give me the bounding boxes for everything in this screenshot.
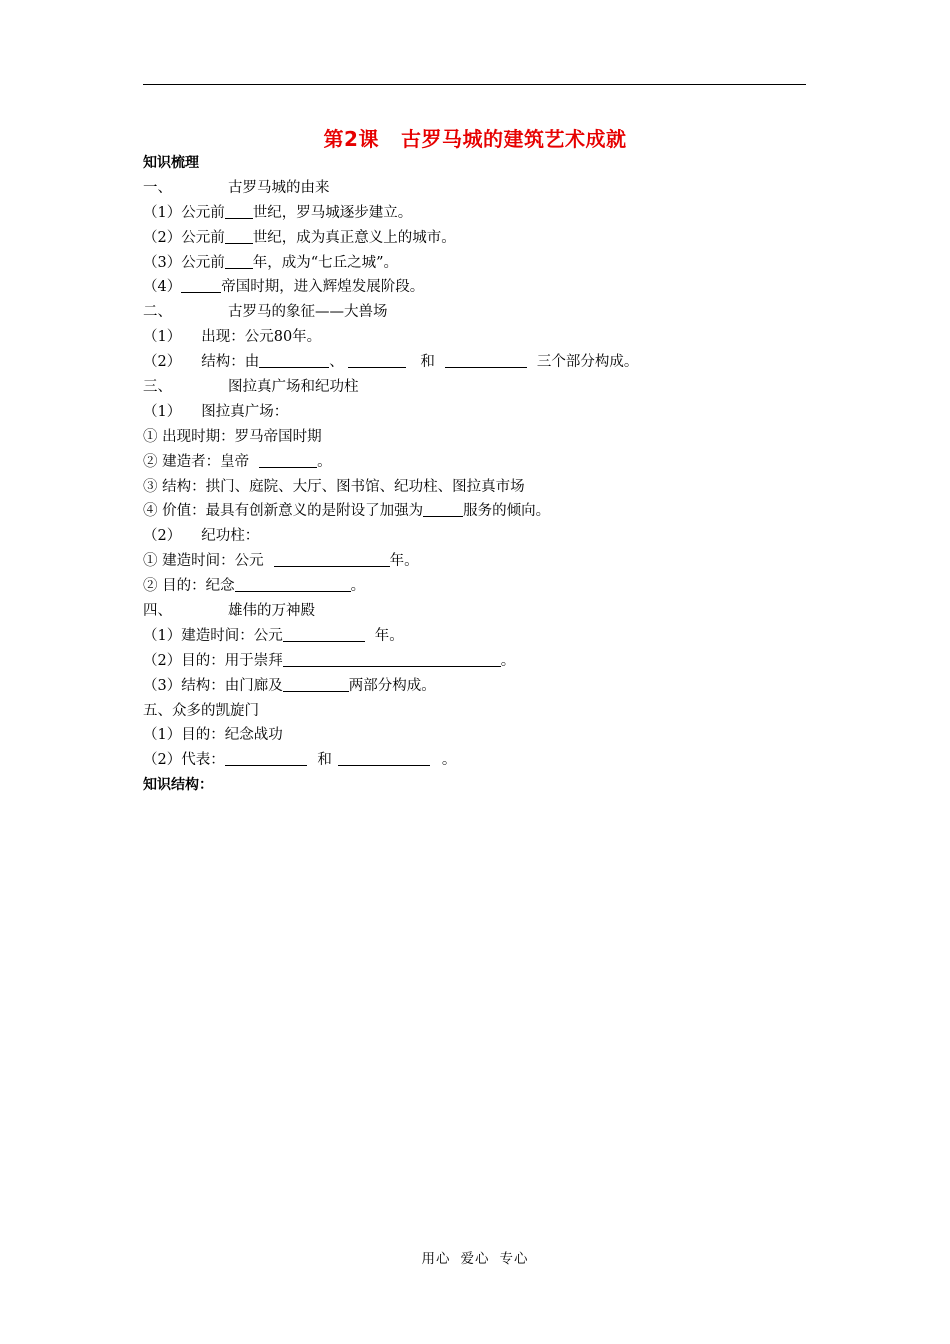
fill-blank[interactable] [181, 277, 221, 293]
list-item: （2） 结构：由 、 和 三个部分构成。 [143, 354, 639, 371]
header-rule [143, 84, 806, 85]
list-item: （3）公元前 年，成为“七丘之城”。 [143, 254, 399, 271]
list-item: （3）结构：由门廊及 两部分构成。 [143, 677, 436, 694]
list-item: （4） 帝国时期，进入辉煌发展阶段。 [143, 279, 425, 296]
fill-blank[interactable] [259, 352, 329, 368]
fill-blank[interactable] [225, 253, 253, 269]
section-4-title: 四、 雄伟的万神殿 [143, 603, 315, 620]
section-5-title: 五、众多的凯旋门 [143, 702, 259, 719]
list-item: （2） 纪功柱： [143, 528, 260, 545]
fill-blank[interactable] [225, 750, 307, 766]
list-item: （1） 出现：公元80年。 [143, 329, 322, 346]
lesson-title: 古罗马城的建筑艺术成就 [400, 127, 627, 151]
fill-blank[interactable] [445, 352, 527, 368]
fill-blank[interactable] [338, 750, 430, 766]
list-item: ① 出现时期：罗马帝国时期 [143, 428, 322, 445]
section-2-title: 二、 古罗马的象征——大兽场 [143, 304, 388, 321]
list-item: （1）建造时间：公元 年。 [143, 627, 404, 644]
list-item: （2）目的：用于崇拜 。 [143, 652, 516, 669]
fill-blank[interactable] [423, 501, 463, 517]
list-item: （1） 图拉真广场： [143, 403, 289, 420]
page-footer: 用心 爱心 专心 [421, 1251, 529, 1267]
list-item: （1）公元前 世纪，罗马城逐步建立。 [143, 204, 413, 221]
list-item: ② 建造者：皇帝 。 [143, 453, 332, 470]
section-heading-knowledge-structure: 知识结构： [143, 777, 213, 794]
section-3-title: 三、 图拉真广场和纪功柱 [143, 379, 359, 396]
page-title [0, 123, 950, 152]
fill-blank[interactable] [225, 203, 253, 219]
fill-blank[interactable] [283, 626, 365, 642]
fill-blank[interactable] [259, 452, 317, 468]
fill-blank[interactable] [283, 676, 349, 692]
list-item: ④ 价值：最具有创新意义的是附设了加强为 服务的倾向。 [143, 503, 551, 520]
fill-blank[interactable] [283, 651, 501, 667]
list-item: ② 目的：纪念 。 [143, 578, 366, 595]
lesson-number: 第2课 [323, 127, 379, 151]
list-item: （2）公元前 世纪，成为真正意义上的城市。 [143, 229, 456, 246]
fill-blank[interactable] [274, 551, 390, 567]
fill-blank[interactable] [348, 352, 406, 368]
list-item: （2）代表： 和 。 [143, 752, 457, 769]
fill-blank[interactable] [235, 576, 351, 592]
fill-blank[interactable] [225, 228, 253, 244]
list-item: （1）目的：纪念战功 [143, 727, 283, 744]
section-heading-knowledge-review: 知识梳理 [143, 155, 199, 171]
list-item: ③ 结构：拱门、庭院、大厅、图书馆、纪功柱、图拉真市场 [143, 478, 525, 495]
section-1-title: 一、 古罗马城的由来 [143, 179, 330, 196]
worksheet-body [143, 151, 823, 798]
list-item: ① 建造时间：公元 年。 [143, 553, 419, 570]
